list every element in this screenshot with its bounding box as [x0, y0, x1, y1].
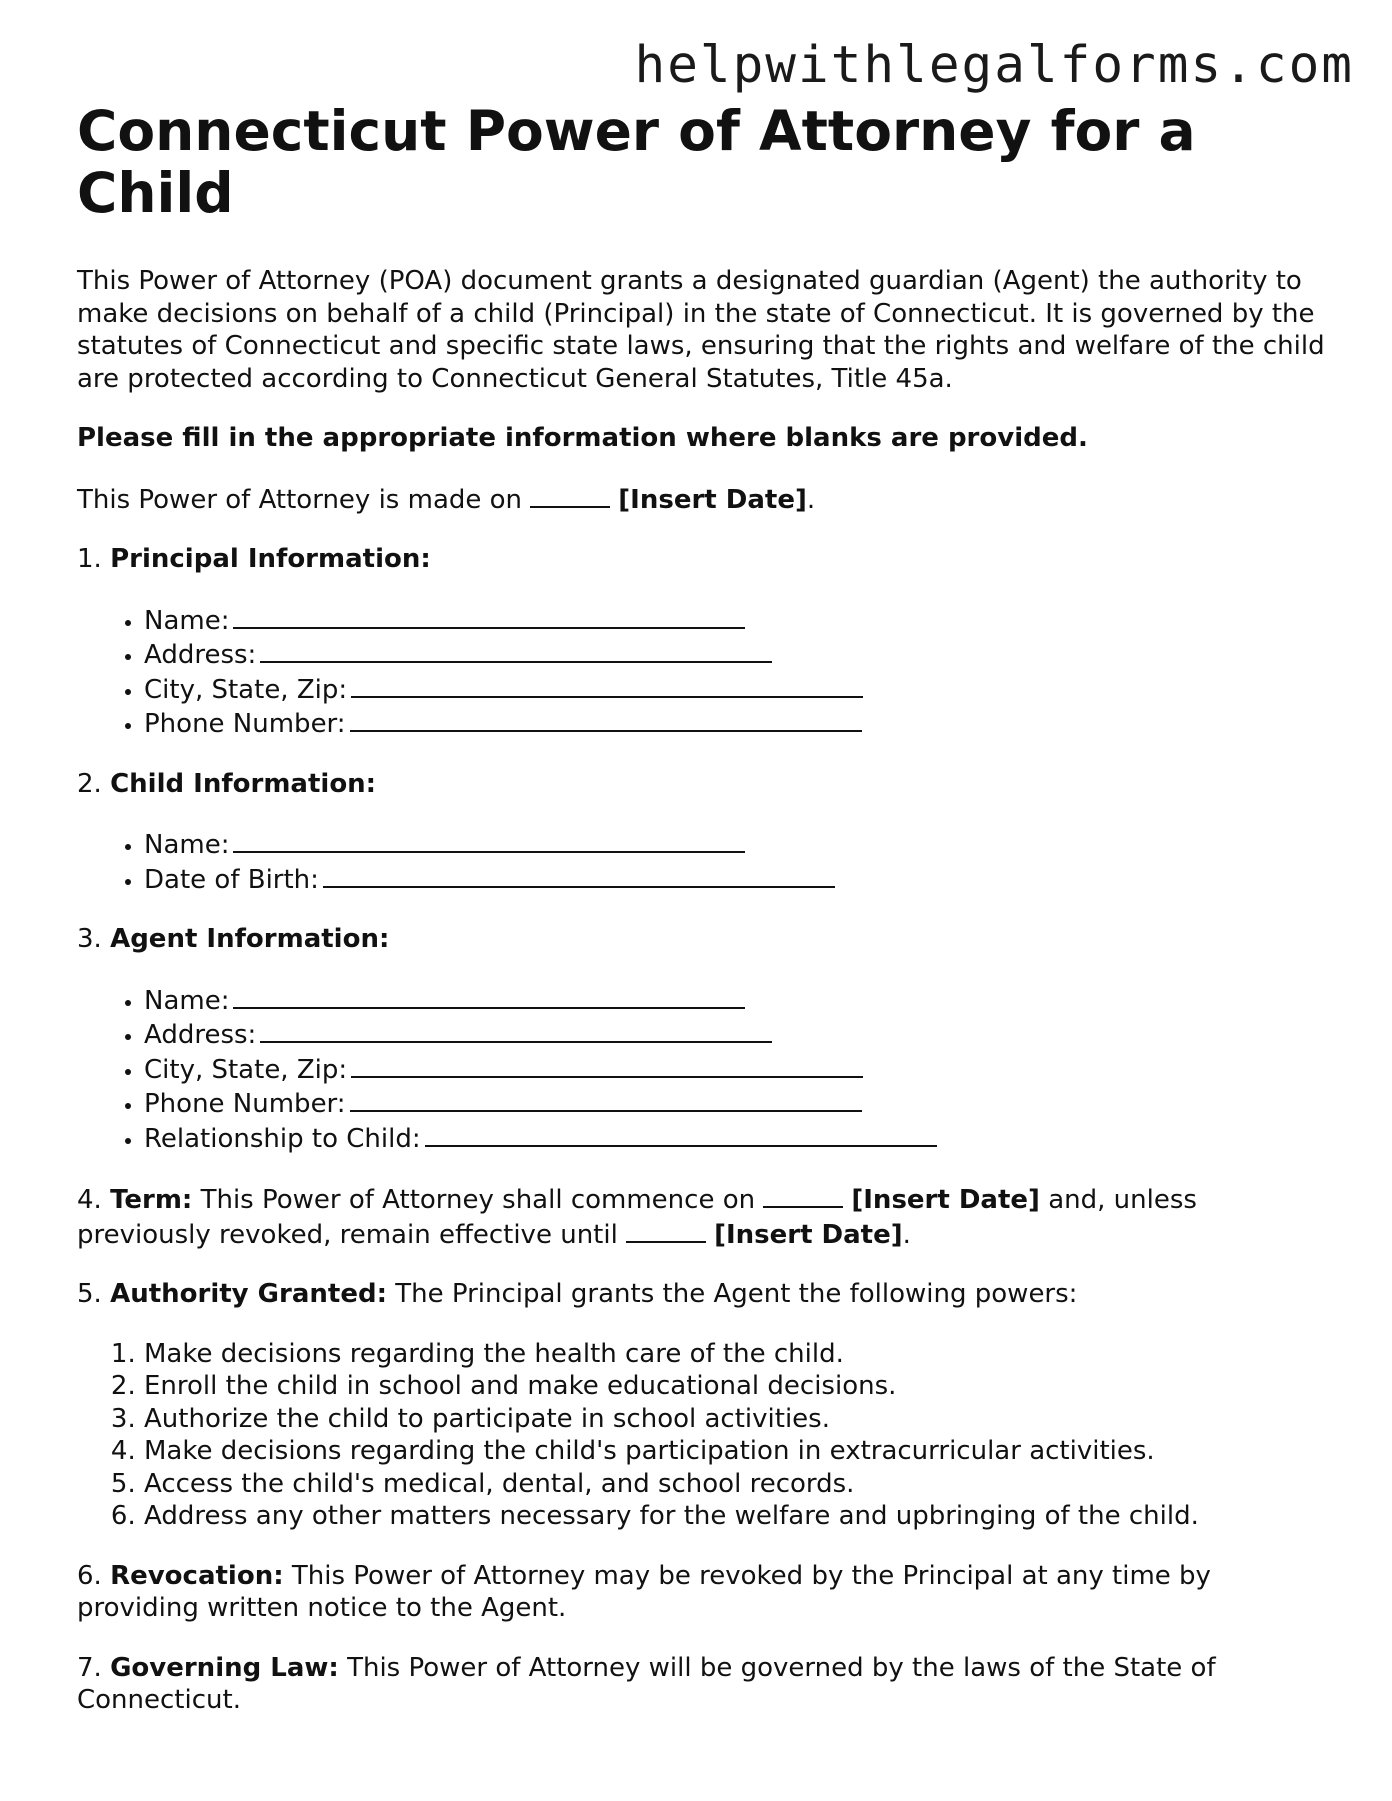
field-label: Date of Birth: [144, 864, 319, 895]
section-number: 6. [77, 1560, 102, 1591]
agent-name-blank[interactable] [233, 983, 745, 1009]
field-label: Name: [144, 830, 230, 860]
document-body [77, 265, 1327, 1744]
authority-section [77, 1278, 1327, 1311]
principal-city-field [144, 672, 1327, 707]
made-on-suffix: . [806, 484, 816, 515]
section-number: 3. [77, 924, 102, 954]
field-label: Address: [144, 1020, 257, 1050]
child-name-field [144, 827, 1327, 862]
agent-city-field [144, 1052, 1327, 1087]
site-watermark: helpwithlegalforms.com [634, 36, 1354, 95]
power-item: 4. Make decisions regarding the child's participation in extracurricular activities. [144, 1435, 1327, 1468]
field-label: Phone Number: [144, 709, 346, 739]
field-label: Name: [144, 985, 230, 1016]
child-dob-blank[interactable] [323, 862, 835, 888]
section-number: 4. [77, 1185, 102, 1215]
term-start-date-blank[interactable] [763, 1182, 843, 1208]
revocation-section [77, 1560, 1327, 1625]
section-number: 7. [77, 1652, 102, 1683]
revocation-text: This Power of Attorney may be revoked by the Principal at any time by providing written notice to the Agent. [77, 1560, 1211, 1623]
field-label: Relationship to Child: [144, 1123, 421, 1154]
term-end-placeholder: [Insert Date] [714, 1219, 903, 1250]
power-item: 5. Access the child's medical, dental, and school records. [144, 1468, 1327, 1501]
agent-address-blank[interactable] [260, 1017, 772, 1043]
power-item: 1. Make decisions regarding the health care of the child. [144, 1338, 1327, 1371]
made-on-date-placeholder: [Insert Date] [618, 484, 807, 515]
agent-relationship-blank[interactable] [425, 1121, 937, 1147]
powers-list [77, 1338, 1327, 1533]
field-label: Phone Number: [144, 1089, 346, 1119]
agent-address-field [144, 1017, 1327, 1052]
made-on-prefix: This Power of Attorney is made on [77, 484, 523, 515]
agent-phone-blank[interactable] [350, 1086, 862, 1112]
power-item: 3. Authorize the child to participate in school activities. [144, 1403, 1327, 1436]
section-heading: Agent Information: [110, 924, 390, 954]
section-heading: Child Information: [110, 768, 377, 799]
field-label: City, State, Zip: [144, 1054, 348, 1085]
term-end-date-blank[interactable] [626, 1217, 706, 1243]
agent-fields [77, 983, 1327, 1156]
child-fields [77, 827, 1327, 896]
power-item: 6. Address any other matters necessary for the welfare and upbringing of the child. [144, 1500, 1327, 1533]
authority-text: The Principal grants the Agent the following powers: [395, 1279, 1078, 1309]
term-text-end: and, unless previously revoked, remain effective until [77, 1185, 1197, 1250]
principal-name-field [144, 603, 1327, 638]
term-section [77, 1182, 1327, 1251]
child-name-blank[interactable] [233, 827, 745, 853]
document-title: Connecticut Power of Attorney for a Child [77, 99, 1196, 225]
field-label: City, State, Zip: [144, 674, 348, 705]
principal-phone-field [144, 706, 1327, 741]
section-heading: Revocation: [110, 1560, 284, 1591]
section-heading: Authority Granted: [110, 1279, 387, 1309]
agent-relationship-field [144, 1121, 1327, 1156]
governing-law-text: This Power of Attorney will be governed by the laws of the State of Connecticut. [77, 1652, 1216, 1715]
principal-name-blank[interactable] [233, 603, 745, 629]
field-label: Address: [144, 640, 257, 670]
term-suffix: . [902, 1219, 911, 1250]
principal-phone-blank[interactable] [350, 706, 862, 732]
made-on-line [77, 482, 1327, 517]
section-heading: Governing Law: [110, 1652, 339, 1683]
principal-address-field [144, 637, 1327, 672]
section-heading: Principal Information: [110, 544, 431, 574]
intro-paragraph: This Power of Attorney (POA) document grants a designated guardian (Agent) the authority to make decisions on behalf of a child (Principal) in the state of Connecticut. It is governed by the statutes of Connecticut and specific state laws, ensuring that the rights and welfare of the child are protected according to Connecticut General Statutes, Title 45a. [77, 266, 1325, 394]
section-number: 1. [77, 544, 102, 574]
fill-instruction: Please fill in the appropriate information where blanks are provided. [77, 423, 1088, 453]
section-heading: Term: [110, 1185, 193, 1215]
agent-name-field [144, 983, 1327, 1018]
principal-section-heading [77, 543, 1327, 576]
section-number: 2. [77, 768, 102, 799]
principal-address-blank[interactable] [260, 637, 772, 663]
agent-section-heading [77, 923, 1327, 956]
child-dob-field [144, 862, 1327, 897]
term-text-start: This Power of Attorney shall commence on [200, 1185, 756, 1215]
made-on-date-blank[interactable] [530, 482, 610, 508]
agent-phone-field [144, 1086, 1327, 1121]
child-section-heading [77, 768, 1327, 801]
principal-fields [77, 603, 1327, 741]
section-number: 5. [77, 1279, 102, 1309]
term-start-placeholder: [Insert Date] [851, 1185, 1040, 1215]
field-label: Name: [144, 605, 230, 636]
principal-city-blank[interactable] [351, 672, 863, 698]
governing-law-section [77, 1652, 1327, 1717]
power-item: 2. Enroll the child in school and make educational decisions. [144, 1370, 1327, 1403]
agent-city-blank[interactable] [351, 1052, 863, 1078]
